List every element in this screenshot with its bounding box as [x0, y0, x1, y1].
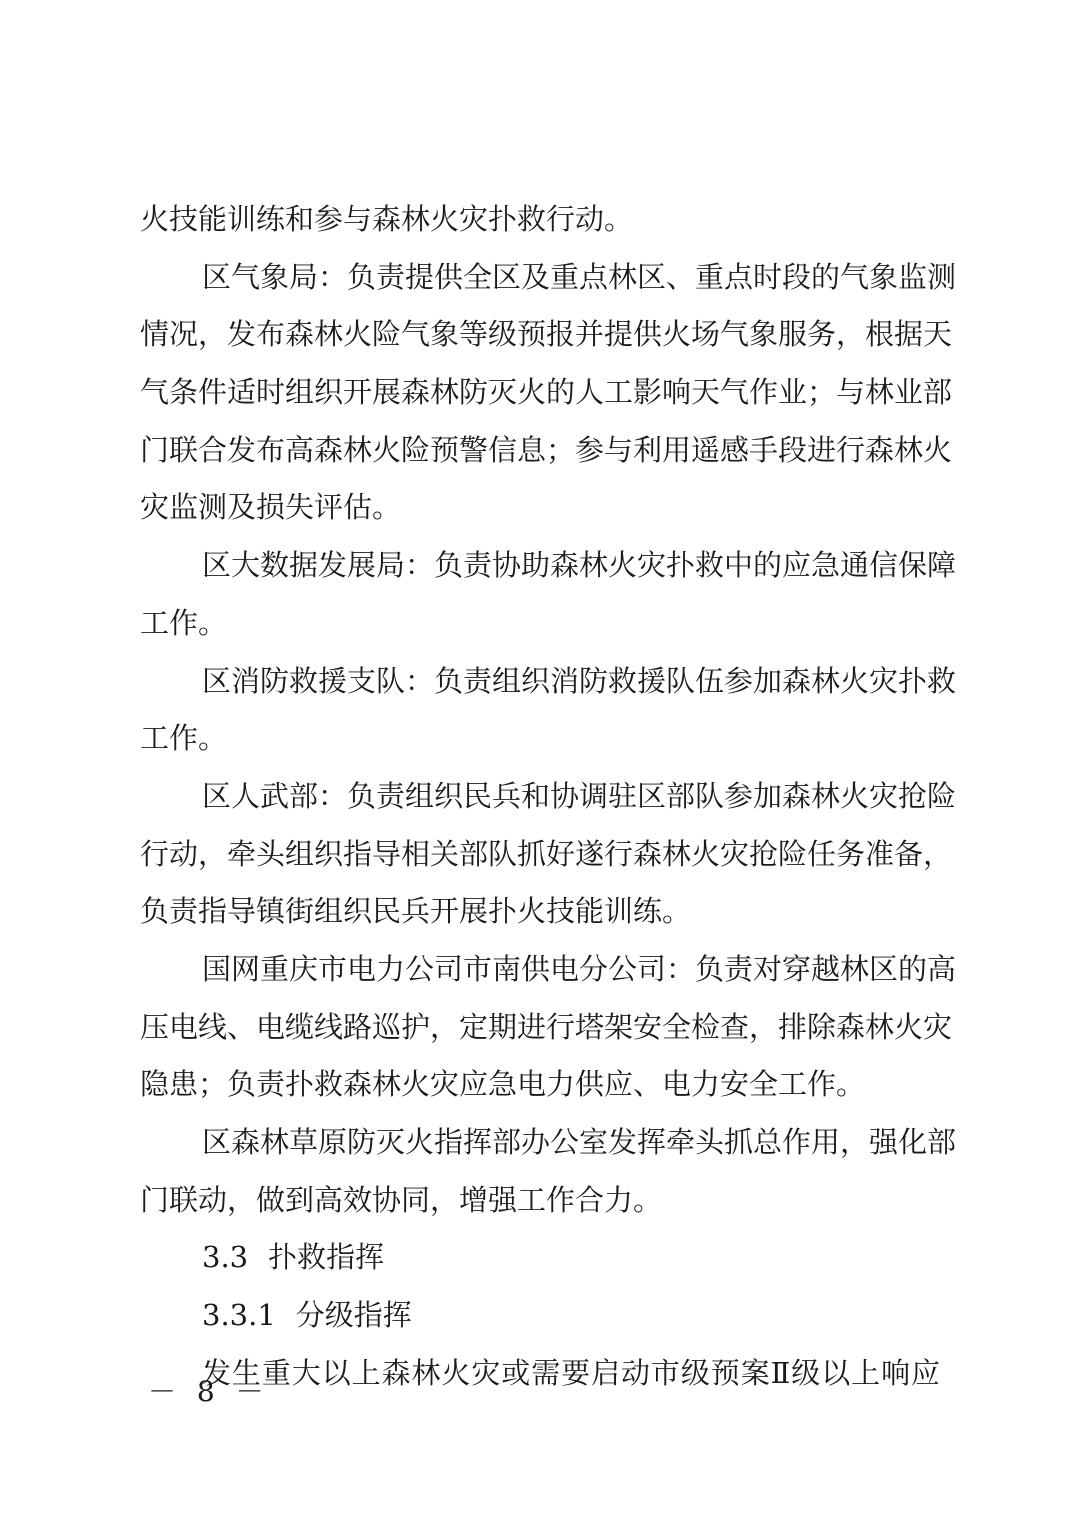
paragraph-line: 灾监测及损失评估。 [140, 490, 402, 525]
paragraph-line: 区气象局：负责提供全区及重点林区、重点时段的气象监测 [202, 259, 957, 294]
paragraph-line: 压电线、电缆线路巡护，定期进行塔架安全检查，排除森林火灾 [140, 1009, 953, 1044]
paragraph-line: 气条件适时组织开展森林防灭火的人工影响天气作业；与林业部 [140, 375, 953, 410]
document-body [140, 191, 957, 1402]
section-title: 分级指挥 [295, 1298, 412, 1333]
paragraph-line: 门联动，做到高效协同，增强工作合力。 [140, 1182, 663, 1217]
section-number: 3.3.1 [202, 1298, 276, 1333]
paragraph-line: 火技能训练和参与森林火灾扑救行动。 [140, 202, 634, 236]
page-number: － 8 － [148, 1375, 270, 1408]
section-heading-3-3 [140, 1229, 940, 1287]
paragraph-line: 隐患；负责扑救森林火灾应急电力供应、电力安全工作。 [140, 1067, 866, 1102]
paragraph-line: 区森林草原防灭火指挥部办公室发挥牵头抓总作用，强化部 [202, 1125, 957, 1159]
paragraph-line: 门联合发布高森林火险预警信息；参与利用遥感手段进行森林火 [140, 432, 953, 467]
paragraph-line: 区消防救援支队：负责组织消防救援队伍参加森林火灾扑救 [202, 663, 957, 698]
paragraph-line: 工作。 [140, 721, 228, 756]
section-title: 扑救指挥 [268, 1240, 385, 1275]
paragraph-line: 发生重大以上森林火灾或需要启动市级预案Ⅱ级以上响应 [202, 1355, 940, 1390]
section-heading-3-3-1 [140, 1287, 940, 1345]
section-number: 3.3 [202, 1240, 249, 1275]
paragraph-line: 行动，牵头组织指导相关部队抓好遂行森林火灾抢险任务准备， [140, 836, 953, 871]
paragraph-line: 区大数据发展局：负责协助森林火灾扑救中的应急通信保障 [202, 548, 957, 583]
paragraph-line: 负责指导镇街组织民兵开展扑火技能训练。 [140, 894, 692, 929]
paragraph-line: 工作。 [140, 605, 228, 640]
paragraph-line: 国网重庆市电力公司市南供电分公司：负责对穿越林区的高 [202, 951, 957, 986]
paragraph-line: 情况，发布森林火险气象等级预报并提供火场气象服务，根据天 [140, 317, 953, 352]
paragraph-line: 区人武部：负责组织民兵和协调驻区部队参加森林火灾抢险 [202, 778, 957, 813]
